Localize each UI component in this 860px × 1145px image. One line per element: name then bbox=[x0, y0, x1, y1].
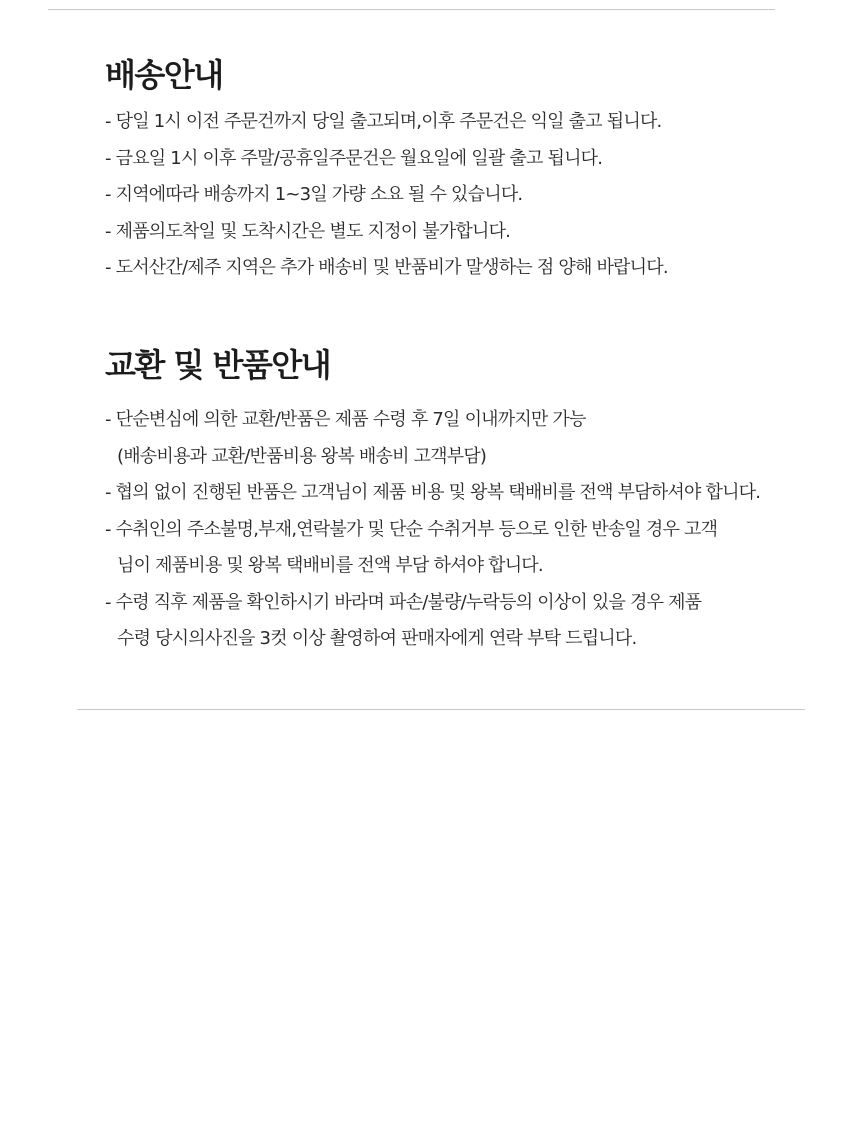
top-divider bbox=[48, 9, 775, 10]
exchange-return-text: - 수령 직후 제품을 확인하시기 바라며 파손/불량/누락등의 이상이 있을 경우 제품 bbox=[105, 591, 702, 613]
exchange-return-text: - 협의 없이 진행된 반품은 고객님이 제품 비용 및 왕복 택배비를 전액 부담하셔야 합니다. bbox=[105, 482, 761, 503]
list-item bbox=[105, 512, 760, 585]
shipping-info-text: - 제품의도착일 및 도착시간은 별도 지정이 불가합니다. bbox=[105, 220, 511, 242]
list-item bbox=[105, 214, 668, 251]
bottom-divider bbox=[77, 709, 805, 710]
shipping-info-text: - 지역에따라 배송까지 1~3일 가량 소요 될 수 있습니다. bbox=[105, 184, 523, 205]
list-item bbox=[105, 250, 668, 287]
shipping-info-text: - 금요일 1시 이후 주말/공휴일주문건은 월요일에 일괄 출고 됩니다. bbox=[105, 147, 603, 169]
list-item bbox=[105, 475, 760, 512]
list-item bbox=[105, 585, 760, 658]
list-item bbox=[105, 402, 760, 475]
exchange-return-text: - 단순변심에 의한 교환/반품은 제품 수령 후 7일 이내까지만 가능 bbox=[105, 409, 586, 430]
shipping-info-text: - 당일 1시 이전 주문건까지 당일 출고되며,이후 주문건은 익일 출고 됩니다. bbox=[105, 111, 662, 132]
list-item bbox=[105, 104, 668, 141]
list-item bbox=[105, 177, 668, 214]
shipping-info-list bbox=[105, 104, 668, 287]
shipping-info-text: - 도서산간/제주 지역은 추가 배송비 및 반품비가 말생하는 점 양해 바랍니다. bbox=[105, 257, 668, 278]
exchange-return-text: - 수취인의 주소불명,부재,연락불가 및 단순 수취거부 등으로 인한 반송일 경우 고객 bbox=[105, 518, 718, 540]
exchange-return-text-continued: 님이 제품비용 및 왕복 택배비를 전액 부담 하셔야 합니다. bbox=[117, 555, 543, 576]
shipping-info-section bbox=[105, 54, 668, 287]
list-item bbox=[105, 141, 668, 178]
exchange-return-text-continued: 수령 당시의사진을 3컷 이상 촬영하여 판매자에게 연락 부탁 드립니다. bbox=[117, 628, 637, 649]
exchange-return-title: 교환 및 반품안내 bbox=[105, 346, 331, 384]
exchange-return-text-continued: (배송비용과 교환/반품비용 왕복 배송비 고객부담) bbox=[117, 445, 487, 467]
exchange-return-list bbox=[105, 402, 760, 658]
exchange-return-section bbox=[105, 344, 760, 658]
shipping-info-title: 배송안내 bbox=[105, 56, 223, 94]
